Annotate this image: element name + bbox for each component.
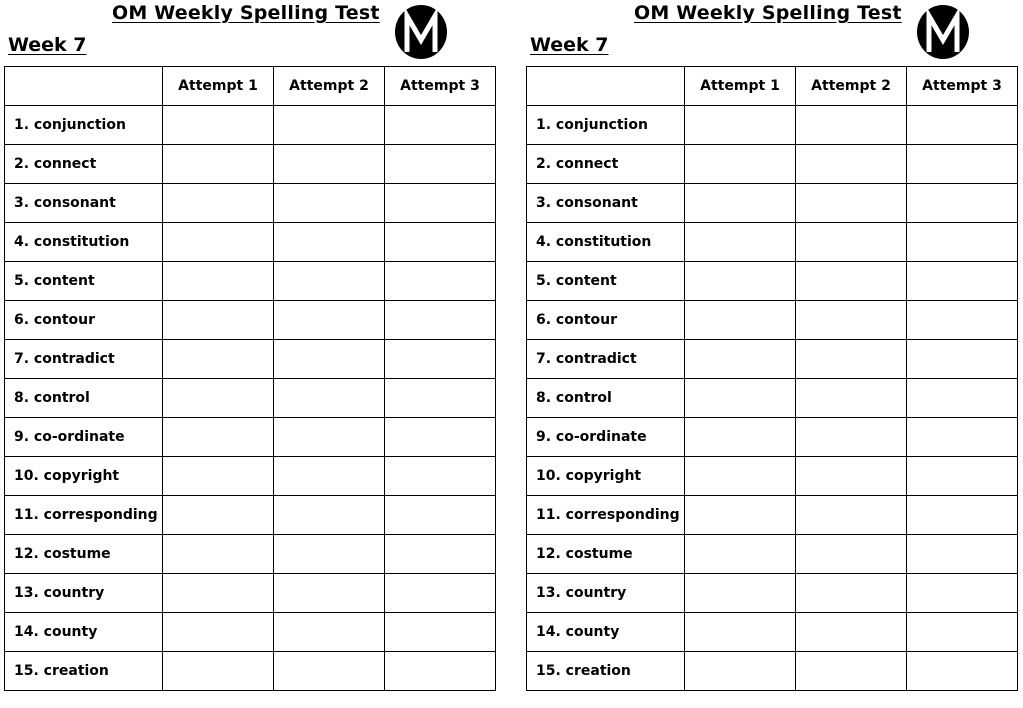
- word-row: [5, 145, 496, 184]
- attempt-2-cell[interactable]: [796, 418, 907, 457]
- word-row: [5, 613, 496, 652]
- attempt-3-cell[interactable]: [907, 496, 1018, 535]
- attempt-1-cell[interactable]: [685, 652, 796, 691]
- header-attempt-3: Attempt 3: [385, 67, 496, 106]
- attempt-1-cell[interactable]: [685, 106, 796, 145]
- attempt-2-cell[interactable]: [796, 496, 907, 535]
- attempt-3-cell[interactable]: [907, 457, 1018, 496]
- spelling-word: 8. control: [527, 379, 685, 418]
- attempt-3-cell[interactable]: [385, 145, 496, 184]
- attempt-3-cell[interactable]: [907, 301, 1018, 340]
- word-row: [527, 457, 1018, 496]
- attempt-3-cell[interactable]: [907, 145, 1018, 184]
- header-row: [5, 67, 496, 106]
- spelling-word: 7. contradict: [527, 340, 685, 379]
- header-attempt-2: Attempt 2: [796, 67, 907, 106]
- attempt-2-cell[interactable]: [796, 613, 907, 652]
- attempt-2-cell[interactable]: [796, 652, 907, 691]
- word-row: [5, 379, 496, 418]
- attempt-1-cell[interactable]: [163, 184, 274, 223]
- attempt-3-cell[interactable]: [907, 262, 1018, 301]
- attempt-2-cell[interactable]: [796, 457, 907, 496]
- attempt-1-cell[interactable]: [685, 418, 796, 457]
- spelling-word: 6. contour: [527, 301, 685, 340]
- attempt-2-cell[interactable]: [274, 184, 385, 223]
- attempt-1-cell[interactable]: [163, 262, 274, 301]
- school-logo-icon: [916, 4, 970, 60]
- attempt-1-cell[interactable]: [163, 457, 274, 496]
- attempt-3-cell[interactable]: [385, 301, 496, 340]
- spelling-word: 9. co-ordinate: [5, 418, 163, 457]
- spelling-table: [526, 66, 1018, 691]
- attempt-1-cell[interactable]: [163, 340, 274, 379]
- word-row: [5, 574, 496, 613]
- header-attempt-1: Attempt 1: [163, 67, 274, 106]
- attempt-3-cell[interactable]: [385, 496, 496, 535]
- word-row: [5, 223, 496, 262]
- attempt-3-cell[interactable]: [907, 574, 1018, 613]
- spelling-test-sheet-right: [526, 0, 1018, 708]
- attempt-1-cell[interactable]: [163, 418, 274, 457]
- attempt-1-cell[interactable]: [685, 535, 796, 574]
- spelling-test-sheet-left: [4, 0, 496, 708]
- spelling-word: 15. creation: [5, 652, 163, 691]
- header-row: [527, 67, 1018, 106]
- attempt-1-cell[interactable]: [685, 145, 796, 184]
- attempt-1-cell[interactable]: [163, 223, 274, 262]
- spelling-word: 15. creation: [527, 652, 685, 691]
- attempt-3-cell[interactable]: [385, 418, 496, 457]
- attempt-3-cell[interactable]: [385, 223, 496, 262]
- page-title: OM Weekly Spelling Test: [634, 2, 902, 24]
- attempt-1-cell[interactable]: [163, 496, 274, 535]
- attempt-1-cell[interactable]: [685, 340, 796, 379]
- word-row: [5, 301, 496, 340]
- attempt-2-cell[interactable]: [796, 262, 907, 301]
- attempt-1-cell[interactable]: [685, 574, 796, 613]
- word-row: [5, 496, 496, 535]
- attempt-2-cell[interactable]: [274, 418, 385, 457]
- word-row: [527, 301, 1018, 340]
- attempt-3-cell[interactable]: [385, 262, 496, 301]
- word-row: [527, 106, 1018, 145]
- word-row: [527, 340, 1018, 379]
- attempt-3-cell[interactable]: [385, 535, 496, 574]
- attempt-2-cell[interactable]: [274, 613, 385, 652]
- word-row: [5, 652, 496, 691]
- word-row: [5, 535, 496, 574]
- attempt-2-cell[interactable]: [274, 223, 385, 262]
- attempt-2-cell[interactable]: [274, 379, 385, 418]
- attempt-1-cell[interactable]: [163, 145, 274, 184]
- attempt-3-cell[interactable]: [907, 613, 1018, 652]
- word-row: [527, 223, 1018, 262]
- spelling-word: 2. connect: [527, 145, 685, 184]
- attempt-1-cell[interactable]: [685, 301, 796, 340]
- word-row: [527, 379, 1018, 418]
- attempt-1-cell[interactable]: [163, 613, 274, 652]
- word-row: [527, 145, 1018, 184]
- attempt-3-cell[interactable]: [907, 418, 1018, 457]
- header-attempt-2: Attempt 2: [274, 67, 385, 106]
- spelling-word: 2. connect: [5, 145, 163, 184]
- spelling-word: 8. control: [5, 379, 163, 418]
- word-row: [527, 613, 1018, 652]
- page-title: OM Weekly Spelling Test: [112, 2, 380, 24]
- attempt-1-cell[interactable]: [685, 262, 796, 301]
- spelling-word: 11. corresponding: [5, 496, 163, 535]
- word-row: [527, 535, 1018, 574]
- attempt-2-cell[interactable]: [274, 145, 385, 184]
- attempt-2-cell[interactable]: [274, 574, 385, 613]
- spelling-word: 13. country: [5, 574, 163, 613]
- attempt-1-cell[interactable]: [685, 613, 796, 652]
- attempt-3-cell[interactable]: [385, 184, 496, 223]
- word-row: [5, 457, 496, 496]
- spelling-word: 10. copyright: [5, 457, 163, 496]
- attempt-3-cell[interactable]: [907, 652, 1018, 691]
- word-row: [527, 652, 1018, 691]
- word-row: [5, 418, 496, 457]
- attempt-1-cell[interactable]: [685, 184, 796, 223]
- spelling-word: 3. consonant: [527, 184, 685, 223]
- spelling-word: 7. contradict: [5, 340, 163, 379]
- spelling-word: 14. county: [5, 613, 163, 652]
- attempt-2-cell[interactable]: [796, 535, 907, 574]
- spelling-word: 6. contour: [5, 301, 163, 340]
- spelling-word: 1. conjunction: [527, 106, 685, 145]
- word-row: [527, 418, 1018, 457]
- attempt-2-cell[interactable]: [274, 457, 385, 496]
- spelling-word: 9. co-ordinate: [527, 418, 685, 457]
- header-word-cell: [5, 67, 163, 106]
- word-row: [527, 496, 1018, 535]
- spelling-word: 5. content: [527, 262, 685, 301]
- word-row: [5, 106, 496, 145]
- spelling-word: 12. costume: [527, 535, 685, 574]
- attempt-2-cell[interactable]: [274, 652, 385, 691]
- spelling-word: 3. consonant: [5, 184, 163, 223]
- header-word-cell: [527, 67, 685, 106]
- attempt-3-cell[interactable]: [907, 340, 1018, 379]
- attempt-1-cell[interactable]: [163, 106, 274, 145]
- spelling-word: 11. corresponding: [527, 496, 685, 535]
- attempt-3-cell[interactable]: [907, 223, 1018, 262]
- week-label: Week 7: [8, 34, 87, 56]
- attempt-2-cell[interactable]: [796, 106, 907, 145]
- school-logo-icon: [394, 4, 448, 60]
- attempt-1-cell[interactable]: [163, 301, 274, 340]
- attempt-3-cell[interactable]: [385, 613, 496, 652]
- attempt-3-cell[interactable]: [385, 652, 496, 691]
- attempt-2-cell[interactable]: [274, 301, 385, 340]
- week-label: Week 7: [530, 34, 609, 56]
- spelling-table: [4, 66, 496, 691]
- word-row: [527, 574, 1018, 613]
- attempt-3-cell[interactable]: [385, 457, 496, 496]
- attempt-2-cell[interactable]: [274, 106, 385, 145]
- attempt-3-cell[interactable]: [385, 379, 496, 418]
- attempt-2-cell[interactable]: [796, 184, 907, 223]
- attempt-2-cell[interactable]: [796, 574, 907, 613]
- spelling-word: 13. country: [527, 574, 685, 613]
- spelling-word: 14. county: [527, 613, 685, 652]
- spelling-word: 4. constitution: [5, 223, 163, 262]
- attempt-2-cell[interactable]: [796, 340, 907, 379]
- attempt-1-cell[interactable]: [163, 652, 274, 691]
- spelling-word: 1. conjunction: [5, 106, 163, 145]
- attempt-3-cell[interactable]: [907, 106, 1018, 145]
- attempt-1-cell[interactable]: [163, 535, 274, 574]
- attempt-3-cell[interactable]: [385, 340, 496, 379]
- spelling-word: 12. costume: [5, 535, 163, 574]
- spelling-word: 4. constitution: [527, 223, 685, 262]
- spelling-word: 5. content: [5, 262, 163, 301]
- word-row: [5, 340, 496, 379]
- attempt-1-cell[interactable]: [685, 457, 796, 496]
- attempt-3-cell[interactable]: [907, 184, 1018, 223]
- word-row: [527, 184, 1018, 223]
- attempt-3-cell[interactable]: [907, 379, 1018, 418]
- attempt-2-cell[interactable]: [274, 535, 385, 574]
- attempt-2-cell[interactable]: [796, 145, 907, 184]
- attempt-2-cell[interactable]: [274, 262, 385, 301]
- word-row: [5, 184, 496, 223]
- attempt-2-cell[interactable]: [274, 340, 385, 379]
- attempt-2-cell[interactable]: [796, 223, 907, 262]
- header-attempt-3: Attempt 3: [907, 67, 1018, 106]
- word-row: [527, 262, 1018, 301]
- attempt-1-cell[interactable]: [685, 223, 796, 262]
- attempt-3-cell[interactable]: [907, 535, 1018, 574]
- attempt-3-cell[interactable]: [385, 574, 496, 613]
- spelling-word: 10. copyright: [527, 457, 685, 496]
- attempt-3-cell[interactable]: [385, 106, 496, 145]
- header-attempt-1: Attempt 1: [685, 67, 796, 106]
- attempt-2-cell[interactable]: [796, 301, 907, 340]
- word-row: [5, 262, 496, 301]
- attempt-2-cell[interactable]: [796, 379, 907, 418]
- attempt-1-cell[interactable]: [685, 496, 796, 535]
- attempt-1-cell[interactable]: [163, 379, 274, 418]
- attempt-1-cell[interactable]: [685, 379, 796, 418]
- attempt-2-cell[interactable]: [274, 496, 385, 535]
- attempt-1-cell[interactable]: [163, 574, 274, 613]
